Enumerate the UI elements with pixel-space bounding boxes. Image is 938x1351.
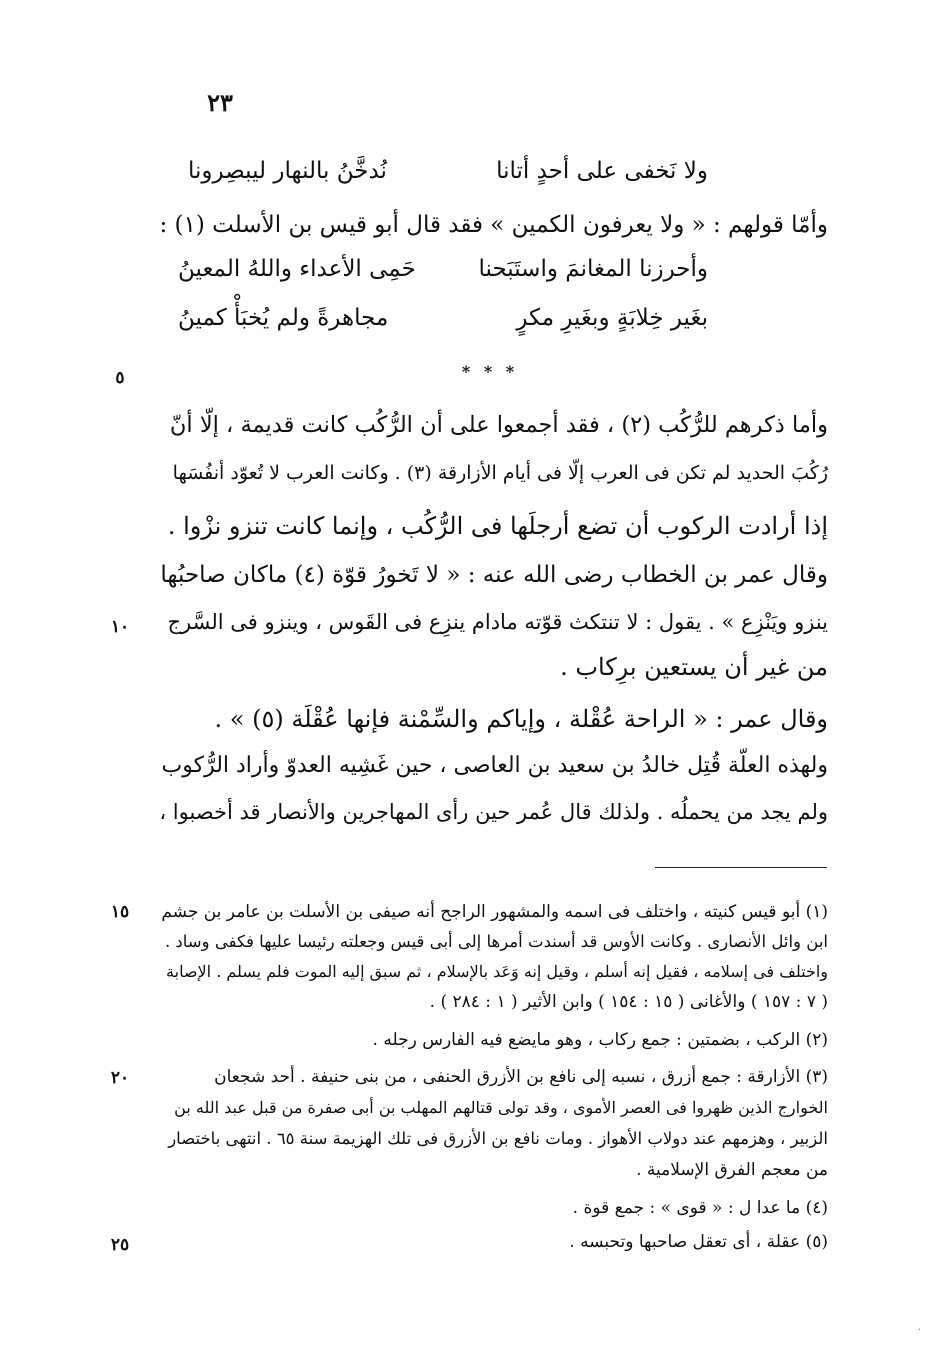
- body-line: ولهذه العلّة قُتِل خالدُ بن سعيد بن العاصى ، حين غَشِيه العدوّ وأراد الرُّكوب: [161, 753, 828, 778]
- body-line: من غير أن يستعين برِكاب .: [560, 653, 828, 681]
- footnote-line: (٣) الأزارقة : جمع أزرق ، نسبه إلى نافع بن الأزرق الحنفى ، من بنى حنيفة . أحد شجعان: [214, 1067, 828, 1087]
- body-line: وقال عمر : « الراحة عُقْلة ، وإياكم والسِّمْنة فإنها عُقْلَة (٥) » .: [214, 705, 828, 733]
- footnote-line: (٢) الركب ، بضمتين : جمع ركاب ، وهو مايضع فيه الفارس رجله .: [372, 1030, 828, 1050]
- section-separator: * * *: [461, 362, 519, 381]
- poem-first-hemistich: بغَير خِلابَةٍ وبغَيرِ مكرٍ: [516, 305, 708, 331]
- page-number: ٢٣: [207, 88, 233, 117]
- footnote-line: الخوارج الذين ظهروا فى العصر الأموى ، وقد تولى قتالهم المهلب بن أبى صفرة من قبل عبد الله بن: [174, 1098, 828, 1117]
- footnote-line: ابن وائل الأنصارى . وكانت الأوس قد أسندت أمرها إلى أبى قيس وجعلته رئيسا عليها فكفى وساد .: [164, 932, 828, 951]
- footnote-rule: [655, 867, 827, 868]
- verse-line: [188, 158, 708, 190]
- footnote-line: (٥) عقلة ، أى تعقل صاحبها وتحبسه .: [569, 1232, 828, 1252]
- line-number-marker: ٢٠: [110, 1068, 130, 1088]
- footnote-line: الزبير ، وهزمهم عند دولاب الأهواز . ومات نافع بن الأزرق فى تلك الهزيمة سنة ٦٥ . انتهى باختصار: [168, 1129, 828, 1148]
- line-number-marker: ٢٥: [110, 1235, 130, 1255]
- body-line: رُكُبَ الحديد لم تكن فى العرب إلّا فى أيام الأزارقة (٣) . وكانت العرب لا تُعوّد أنفُسَها: [172, 462, 828, 484]
- poem-verse-1: [178, 256, 708, 288]
- body-line: ولم يجد من يحملُه . ولذلك قال عُمر حين رأى المهاجرين والأنصار قد أخصبوا ،: [159, 800, 828, 824]
- footnote-line: (٤) ما عدا ل : « قوى » : جمع قوة .: [572, 1198, 828, 1218]
- body-line: وقال عمر بن الخطاب رضى الله عنه : « لا تَخورُ قوّة (٤) ماكان صاحبُها: [160, 562, 828, 588]
- line-number-marker: ٥: [115, 368, 125, 388]
- verse-first-hemistich: ولا نَخفى على أحدٍ أتانا: [496, 158, 708, 184]
- line-number-marker: ١٥: [110, 902, 130, 922]
- line-number-marker: ١٠: [110, 617, 130, 637]
- body-line: إذا أرادت الركوب أن تضع أرجلَها فى الرُّكُب ، وإنما كانت تنزو نزْوا .: [167, 512, 828, 540]
- body-line: وأما ذكرهم للرُّكُب (٢) ، فقد أجمعوا على أن الرُّكُب كانت قديمة ، إلّا أنّ: [169, 412, 828, 438]
- verse-second-hemistich: نُدخَّنُ بالنهار ليبصِرونا: [188, 158, 387, 184]
- poem-verse-2: [178, 305, 708, 337]
- scan-speck: ·: [918, 1325, 922, 1336]
- footnote-line: (١) أبو قيس كنيته ، واختلف فى اسمه والمشهور الراجح أنه صيفى بن الأسلت بن عامر بن جشم: [161, 902, 828, 922]
- intro-line: وأمّا قولهم : « ولا يعرفون الكمين » فقد قال أبو قيس بن الأسلت (١) :: [159, 212, 828, 238]
- footnote-line: من معجم الفرق الإسلامية .: [636, 1160, 828, 1180]
- footnote-line: واختلف فى إسلامه ، فقيل إنه أسلم ، وقيل إنه وَعَد بالإسلام ، ثم سبق إليه الموت فلم يسلم . الإصابة: [166, 962, 828, 981]
- footnote-line: ( ٧ : ١٥٧ ) والأغانى ( ١٥ : ١٥٤ ) وابن الأثير ( ١ : ٢٨٤ ) .: [429, 992, 828, 1012]
- poem-second-hemistich: مجاهرةً ولم يُخبَأْ كمينُ: [178, 305, 389, 331]
- body-line: ينزو ويَنْزِع » . يقول : لا تنتكث قوّته مادام ينزِع فى القَوس ، وينزو فى السَّرج: [167, 610, 828, 634]
- poem-first-hemistich: وأحرزنا المغانمَ واستَبَحنا: [478, 256, 708, 282]
- poem-second-hemistich: حَمِى الأعداء واللهُ المعينُ: [178, 256, 416, 282]
